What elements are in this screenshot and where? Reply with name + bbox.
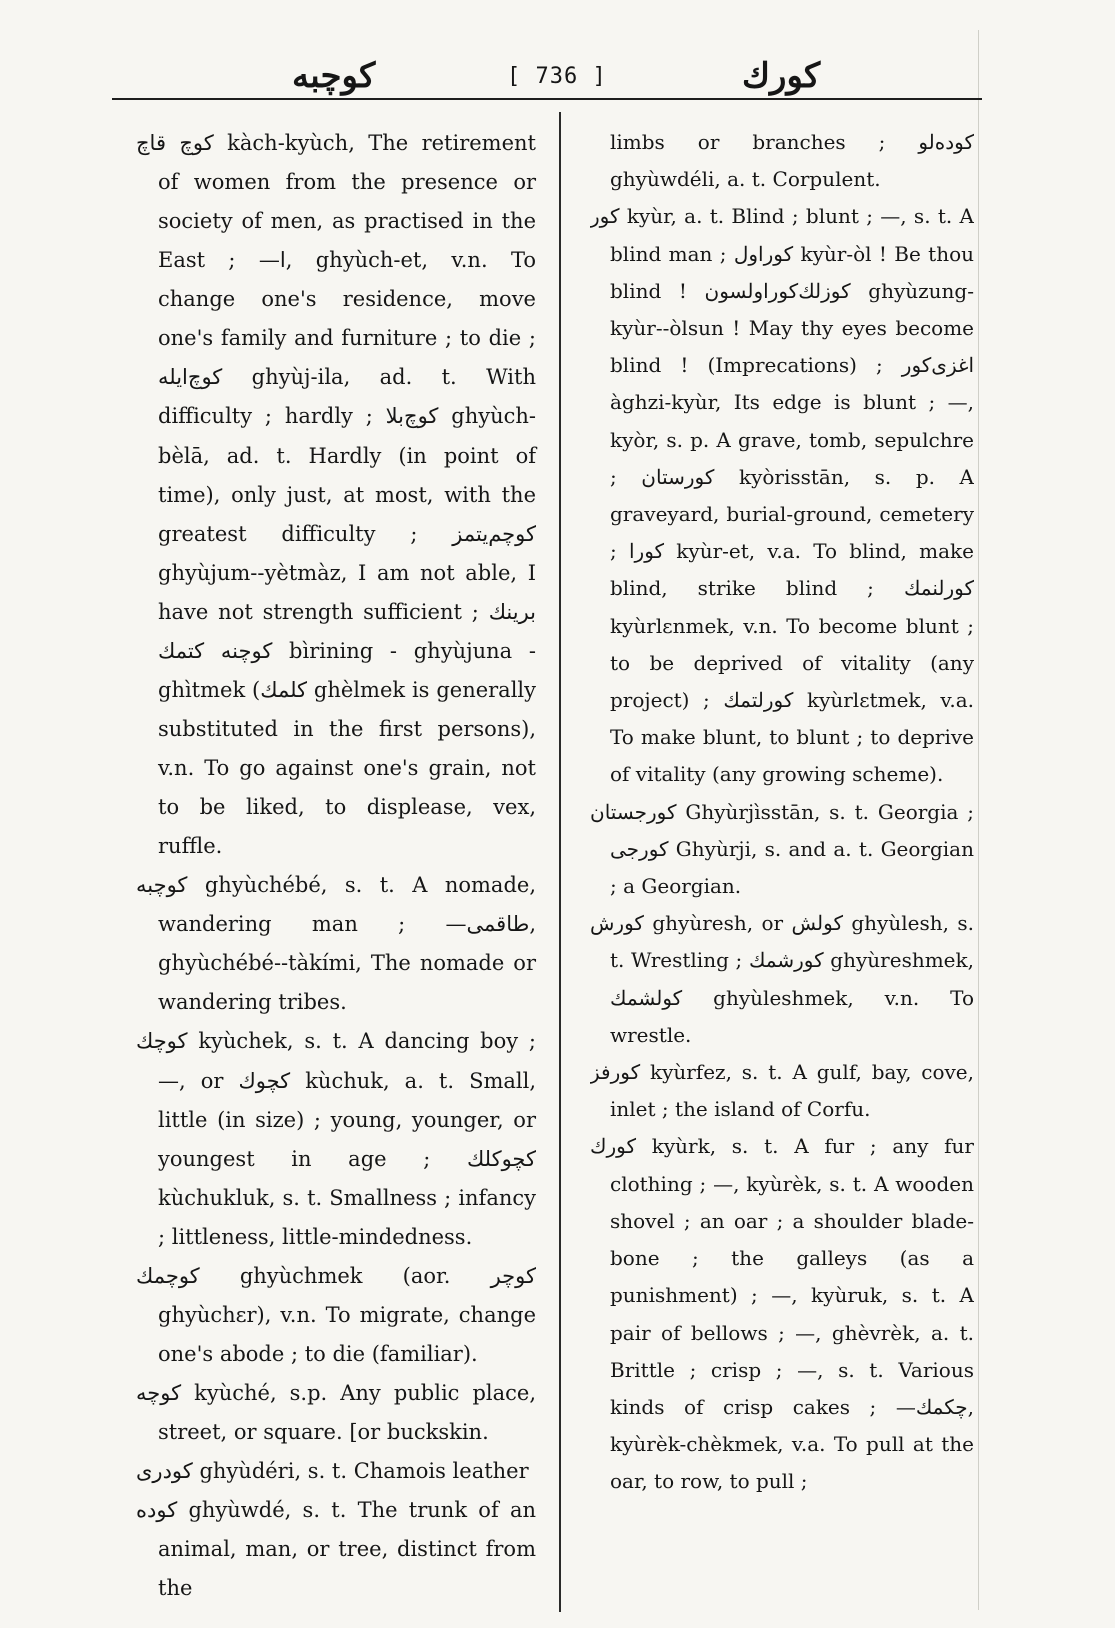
- dictionary-entry: کورفز kyùrfez, s. t. A gulf, bay, cove, inlet ; the island of Corfu.: [590, 1060, 974, 1122]
- dictionary-entry: کوچه kyùché, s.p. Any public place, street, or square. [or buckskin.: [136, 1381, 536, 1445]
- column-divider: [559, 112, 561, 1612]
- dictionary-entry: کوچك kyùchek, s. t. A dancing boy ; —, or کچوك kùchuk, a. t. Small, little (in size) ; young, younger, or youngest in age ; کچوکلك kùchukluk, s. t. Smallness ; infancy ; littleness, little-mindedness.: [136, 1029, 536, 1249]
- page-header: [112, 52, 982, 100]
- right-column: [590, 124, 974, 1501]
- dictionary-entry: کوچمك ghyùchmek (aor. کوچر ghyùchɛr), v.n. To migrate, change one's abode ; to die (familiar).: [136, 1263, 536, 1366]
- dictionary-entry: کوچبه ghyùchébé, s. t. A nomade, wandering man ; —طاقمی, ghyùchébé--tàkími, The nomade or wandering tribes.: [136, 873, 536, 1015]
- page-number: [ 736 ]: [507, 64, 607, 89]
- page-edge-line: [978, 30, 979, 1610]
- dictionary-entry: کور kyùr, a. t. Blind ; blunt ; —, s. t. A blind man ; کوراول kyùr-òl ! Be thou blind ! کوزلك‌کوراولسون ghyùzung-kyùr--òlsun ! May thy eyes become blind ! (Imprecations) ; اغزی‌کور àghzi-kyùr, Its edge is blunt ; —, kyòr, s. p. A grave, tomb, sepulchre ; کورستان kyòrisstān, s. p. A graveyard, burial-ground, cemetery ; کورا kyùr-et, v.a. To blind, make blind, strike blind ; کورلنمك kyùrlɛnmek, v.n. To become blunt ; to be deprived of vitality (any project) ; کورلتمك kyùrlɛtmek, v.a. To make blunt, to blunt ; to deprive of vitality (any growing scheme).: [590, 204, 974, 787]
- dictionary-entry: کورك kyùrk, s. t. A fur ; any fur clothing ; —, kyùrèk, s. t. A wooden shovel ; an oar ; a shoulder blade-bone ; the galleys (as a punishment) ; —, kyùruk, s. t. A pair of bellows ; —, ghèvrèk, a. t. Brittle ; crisp ; —, s. t. Various kinds of crisp cakes ; —چکمك, kyùrèk-chèkmek, v.a. To pull at the oar, to row, to pull ;: [590, 1134, 974, 1494]
- dictionary-entry-continuation: limbs or branches ; کوده‌لو ghyùwdéli, a. t. Corpulent.: [610, 130, 974, 192]
- dictionary-entry: کورجستان Ghyùrjìsstān, s. t. Georgia ; کورجی Ghyùrji, s. and a. t. Georgian ; a Georgian.: [590, 799, 974, 899]
- left-column: [136, 124, 536, 1608]
- header-left-word: کوچبه: [292, 56, 376, 96]
- dictionary-entry: کودری ghyùdéri, s. t. Chamois leather: [136, 1459, 529, 1484]
- dictionary-entry: کوچ قاچ kàch-kyùch, The retirement of women from the presence or society of men, as practised in the East ; —ا, ghyùch-et, v.n. To change one's residence, move one's family and furniture ; to die ; کوچ‌ایله ghyùj-ila, ad. t. With difficulty ; hardly ; کوچ‌بلا ghyùch-bèlā, ad. t. Hardly (in point of time), only just, at most, with the greatest difficulty ; کوچم‌یتمز ghyùjum--yètmàz, I am not able, I have not strength sufficient ; برینك کوچنه کتمك bìrining - ghyùjuna - ghìtmek (کلمك ghèlmek is generally substituted in the first persons), v.n. To go against one's grain, not to be liked, to displease, vex, ruffle.: [136, 131, 536, 859]
- dictionary-entry: کوده ghyùwdé, s. t. The trunk of an animal, man, or tree, distinct from the: [136, 1498, 536, 1601]
- dictionary-entry: کورش ghyùresh, or کولش ghyùlesh, s. t. Wrestling ; کورشمك ghyùreshmek, کولشمك ghyùleshmek, v.n. To wrestle.: [590, 911, 974, 1047]
- header-right-word: کورك: [742, 56, 821, 96]
